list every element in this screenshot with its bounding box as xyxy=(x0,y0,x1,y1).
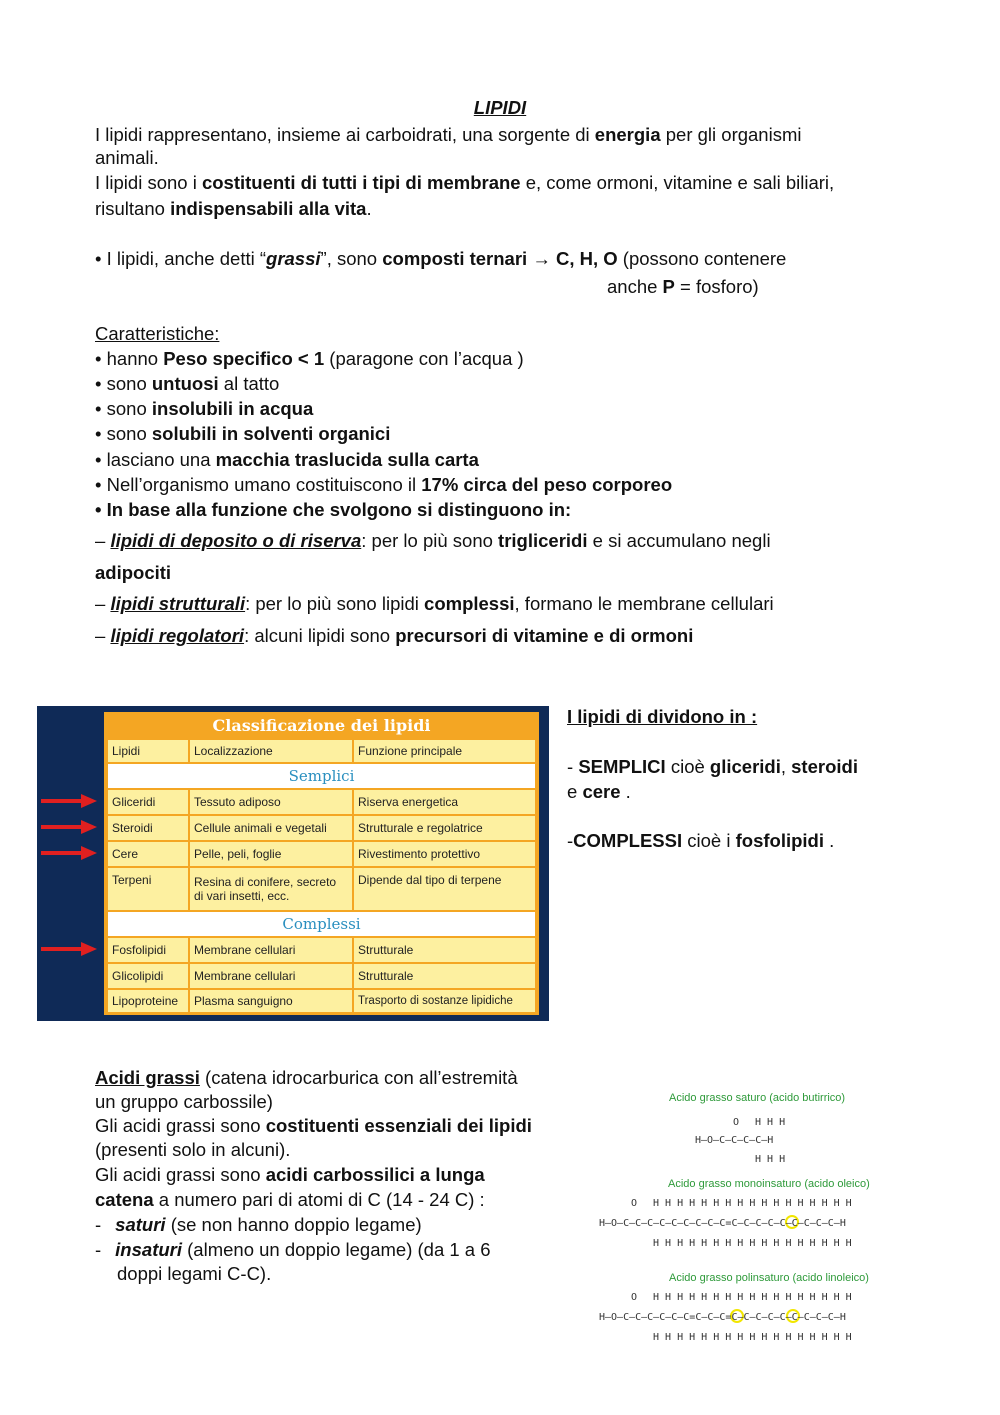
table-cell: Cellule animali e vegetali xyxy=(190,816,352,840)
text: • hanno xyxy=(95,348,164,369)
table-title: Classificazione dei lipidi xyxy=(212,716,431,735)
text-bold: solubili in solventi organici xyxy=(151,423,391,444)
text-bold: indispensabili alla vita xyxy=(170,198,367,219)
text: : per lo più sono lipidi xyxy=(245,593,425,614)
text: = fosforo) xyxy=(674,276,759,297)
atom-label: H H H H H H H H H H H H H H H H H xyxy=(653,1292,852,1303)
intro-line-4 xyxy=(95,197,372,220)
text-bold: trigliceridi xyxy=(498,530,588,551)
acidi-heading: Acidi grassi xyxy=(95,1067,200,1088)
funzione-deposito xyxy=(95,529,771,552)
text-bold: P xyxy=(662,276,675,297)
text: (se non hanno doppio legame) xyxy=(165,1214,422,1235)
funzione-strutturali xyxy=(95,592,774,615)
table-header: Localizzazione xyxy=(190,740,352,762)
table-cell: Terpeni xyxy=(108,868,188,910)
table-cell: Membrane cellulari xyxy=(190,938,352,962)
acidi-insaturi-cont: doppi legami C-C). xyxy=(117,1263,272,1284)
table-cell: Glicolipidi xyxy=(108,964,188,988)
caption-saturo: Acido grasso saturo (acido butirrico) xyxy=(669,1092,846,1104)
classification-table xyxy=(104,712,539,1015)
table-group-semplici: Semplici xyxy=(108,764,535,788)
formula-line: H–O–C–C–C–C–H xyxy=(695,1135,774,1146)
text: e, come ormoni, vitamine e sali biliari, xyxy=(520,172,835,193)
text: • sono xyxy=(95,423,152,444)
text: (catena idrocarburica con all’estremità xyxy=(199,1067,518,1088)
acidi-line-2: un gruppo carbossile) xyxy=(95,1091,273,1112)
text-bold: insolubili in acqua xyxy=(151,398,314,419)
term: lipidi strutturali xyxy=(110,593,246,614)
text: (possono contenere xyxy=(617,248,787,269)
text: - xyxy=(567,830,574,851)
acidi-line-5 xyxy=(95,1163,485,1186)
table-cell: Tessuto adiposo xyxy=(190,790,352,814)
text: • sono xyxy=(95,373,152,394)
structure-polinsaturo xyxy=(597,1290,967,1346)
grassi-line-1 xyxy=(95,247,786,270)
list-item xyxy=(95,372,279,395)
text: ”, sono xyxy=(320,248,383,269)
divisione-semplici xyxy=(567,755,858,778)
text-bold-italic: grassi xyxy=(266,248,321,269)
divisione-semplici-cont xyxy=(567,780,631,803)
text: risultano xyxy=(95,198,171,219)
red-arrow-icon xyxy=(41,794,97,808)
text: - xyxy=(567,756,579,777)
text: • I lipidi, anche detti “ xyxy=(95,248,267,269)
text-bold: untuosi xyxy=(151,373,219,394)
table-cell: Trasporto di sostanze lipidiche xyxy=(354,990,535,1012)
text-bold: cere xyxy=(582,781,621,802)
term: lipidi di deposito o di riserva xyxy=(110,530,362,551)
text: anche xyxy=(607,276,663,297)
text-bold: catena xyxy=(95,1189,154,1210)
list-item xyxy=(95,498,571,521)
text: , formano le membrane cellulari xyxy=(514,593,774,614)
text: per gli organismi xyxy=(660,124,802,145)
atom-label: H H H H H H H H H H H H H H H H H xyxy=(653,1238,852,1249)
text: • sono xyxy=(95,398,152,419)
table-header: Funzione principale xyxy=(354,740,535,762)
text: al tatto xyxy=(218,373,280,394)
list-item xyxy=(95,422,390,445)
text: • Nell’organismo umano costituiscono il xyxy=(95,474,422,495)
classification-table-image xyxy=(37,706,549,1021)
text-bold: SEMPLICI xyxy=(578,756,666,777)
divisione-complessi xyxy=(567,829,834,852)
intro-line-2: animali. xyxy=(95,147,159,168)
fatty-acid-structures-figure xyxy=(593,1088,973,1348)
acidi-line-6 xyxy=(95,1188,485,1211)
text-bold: C, H, O xyxy=(555,248,618,269)
acidi-heading-line xyxy=(95,1066,518,1089)
text: – xyxy=(95,593,111,614)
atom-label: H H H H H H H H H H H H H H H H H xyxy=(653,1198,852,1209)
text: (paragone con l’acqua ) xyxy=(324,348,524,369)
caratteristiche-heading: Caratteristiche: xyxy=(95,323,220,344)
text: - xyxy=(95,1214,102,1235)
text: : alcuni lipidi sono xyxy=(244,625,396,646)
atom-label: H H H H H H H H H H H H H H H H H xyxy=(653,1332,852,1343)
table-cell: Gliceridi xyxy=(108,790,188,814)
atom-label: O xyxy=(631,1198,638,1209)
text-bold: acidi carbossilici a lunga xyxy=(265,1164,485,1185)
formula-line: H–O–C–C–C–C–C–C=C–C–C=C–C–C–C–C–C–C–C–C–H xyxy=(599,1312,846,1323)
text-bold: COMPLESSI xyxy=(573,830,683,851)
text-bold-italic: insaturi xyxy=(115,1239,182,1260)
text-bold: gliceridi xyxy=(709,756,781,777)
funzione-regolatori xyxy=(95,624,693,647)
text: – xyxy=(95,530,111,551)
text: I lipidi rappresentano, insieme ai carboidrati, una sorgente di xyxy=(95,124,595,145)
text: . xyxy=(620,781,631,802)
text-bold: energia xyxy=(594,124,661,145)
text-bold: steroidi xyxy=(791,756,858,777)
list-item xyxy=(95,347,524,370)
list-item xyxy=(95,397,313,420)
text-bold: fosfolipidi xyxy=(735,830,824,851)
formula-line: H–O–C–C–C–C–C–C–C–C–C=C–C–C–C–C–C–C–C–C–H xyxy=(599,1218,846,1229)
text-bold: complessi xyxy=(424,593,515,614)
table-cell: Riserva energetica xyxy=(354,790,535,814)
arrow-symbol: → xyxy=(527,248,556,269)
structure-monoinsaturo xyxy=(597,1196,967,1252)
text: Gli acidi grassi sono xyxy=(95,1115,266,1136)
table-cell: Cere xyxy=(108,842,188,866)
text-bold-italic: saturi xyxy=(115,1214,166,1235)
list-item xyxy=(95,448,479,471)
red-arrow-icon xyxy=(41,820,97,834)
caption-monoinsaturo: Acido grasso monoinsaturo (acido oleico) xyxy=(668,1178,870,1190)
text: - xyxy=(95,1239,102,1260)
list-item xyxy=(95,473,672,496)
intro-line-3 xyxy=(95,171,834,194)
text: : per lo più sono xyxy=(361,530,499,551)
text: • lasciano una xyxy=(95,449,216,470)
table-cell: Lipoproteine xyxy=(108,990,188,1012)
table-cell: Strutturale xyxy=(354,964,535,988)
table-cell: Rivestimento protettivo xyxy=(354,842,535,866)
table-header: Lipidi xyxy=(108,740,188,762)
caption-polinsaturo: Acido grasso polinsaturo (acido linoleico) xyxy=(669,1272,869,1284)
text: , xyxy=(780,756,792,777)
text: . xyxy=(366,198,372,219)
atom-label: O xyxy=(631,1292,638,1303)
text: e xyxy=(567,781,583,802)
table-cell: Strutturale e regolatrice xyxy=(354,816,535,840)
divisione-heading xyxy=(567,705,757,728)
text: – xyxy=(95,625,111,646)
text: (almeno un doppio legame) (da 1 a 6 xyxy=(182,1239,491,1260)
term: lipidi regolatori xyxy=(110,625,245,646)
table-cell: Strutturale xyxy=(354,938,535,962)
table-cell: Steroidi xyxy=(108,816,188,840)
acidi-line-3 xyxy=(95,1114,532,1137)
table-group-complessi: Complessi xyxy=(108,912,535,936)
red-arrow-icon xyxy=(41,846,97,860)
atom-label: O xyxy=(733,1117,740,1128)
grassi-line-2 xyxy=(607,275,759,298)
acidi-insaturi xyxy=(95,1238,491,1261)
text-bold: Peso specifico < 1 xyxy=(163,348,325,369)
text-bold: costituenti essenziali dei lipidi xyxy=(265,1115,532,1136)
text-bold: macchia traslucida sulla carta xyxy=(215,449,479,470)
text: Gli acidi grassi sono xyxy=(95,1164,266,1185)
text: . xyxy=(823,830,835,851)
text-bold: I lipidi di dividono in : xyxy=(567,706,758,727)
atom-label: H H H xyxy=(755,1117,786,1128)
text-bold: • In base alla funzione che svolgono si distinguono in: xyxy=(95,499,572,520)
text-bold: costituenti di tutti i tipi di membrane xyxy=(201,172,521,193)
text-bold: 17% circa del peso corporeo xyxy=(421,474,673,495)
table-cell: Membrane cellulari xyxy=(190,964,352,988)
funzione-deposito-cont xyxy=(95,561,171,584)
intro-line-1 xyxy=(95,123,801,146)
page-title: LIPIDI xyxy=(473,97,527,118)
table-cell: Dipende dal tipo di terpene xyxy=(354,868,535,910)
text-bold: precursori di vitamine e di ormoni xyxy=(395,625,694,646)
table-cell: Resina di conifere, secreto di vari insetti, ecc. xyxy=(190,868,352,910)
text: cioè xyxy=(665,756,710,777)
text-bold: composti ternari xyxy=(382,248,528,269)
text: cioè i xyxy=(682,830,736,851)
text: e si accumulano negli xyxy=(587,530,771,551)
text: a numero pari di atomi di C (14 - 24 C) : xyxy=(153,1189,485,1210)
table-cell: Fosfolipidi xyxy=(108,938,188,962)
table-cell: Plasma sanguigno xyxy=(190,990,352,1012)
acidi-line-4: (presenti solo in alcuni). xyxy=(95,1139,291,1160)
text-bold: adipociti xyxy=(95,562,172,583)
table-cell: Pelle, peli, foglie xyxy=(190,842,352,866)
structure-saturo xyxy=(693,1112,823,1168)
red-arrow-icon xyxy=(41,942,97,956)
text: I lipidi sono i xyxy=(95,172,202,193)
atom-label: H H H xyxy=(755,1154,786,1165)
acidi-saturi xyxy=(95,1213,422,1236)
